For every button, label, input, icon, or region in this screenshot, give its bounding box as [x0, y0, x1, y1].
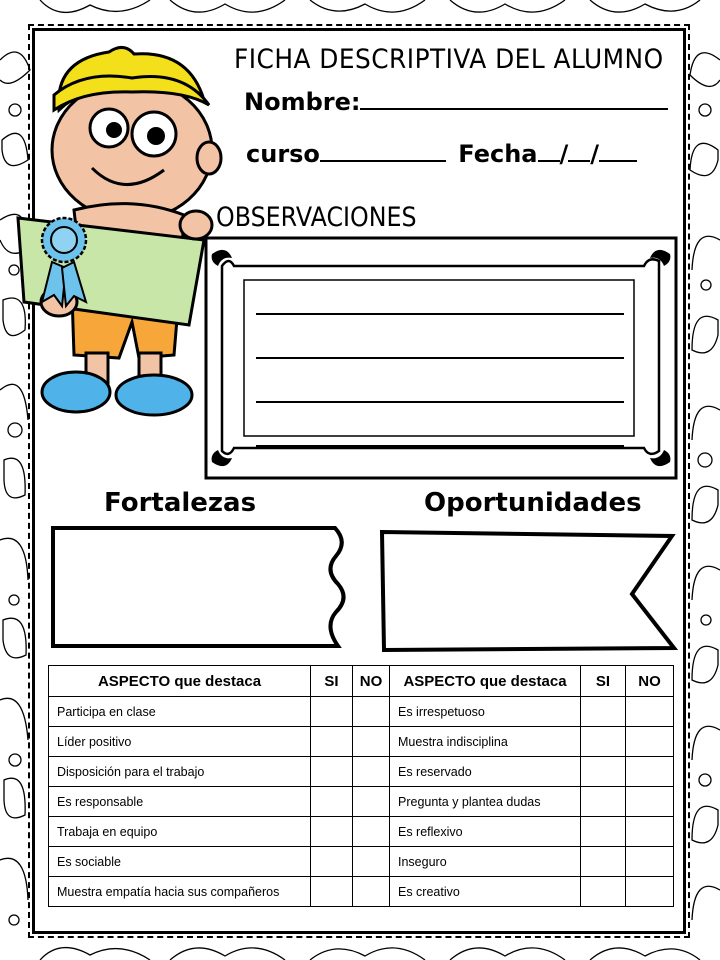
aspect-left: Participa en clase	[49, 697, 311, 727]
table-header-row	[49, 666, 674, 697]
table-row	[49, 757, 674, 787]
nombre-blank[interactable]	[360, 90, 668, 110]
aspect-right: Es creativo	[390, 877, 581, 907]
fortalezas-box[interactable]	[50, 524, 352, 650]
observaciones-title: OBSERVACIONES	[216, 202, 417, 233]
table-row	[49, 817, 674, 847]
no-checkbox[interactable]	[353, 787, 390, 817]
no-checkbox[interactable]	[626, 847, 674, 877]
aspect-left: Es responsable	[49, 787, 311, 817]
fecha-label: Fecha	[458, 140, 538, 168]
header-aspecto: ASPECTO que destaca	[49, 666, 311, 697]
no-checkbox[interactable]	[353, 877, 390, 907]
aspect-left: Disposición para el trabajo	[49, 757, 311, 787]
header-no: NO	[626, 666, 674, 697]
fecha-separator: /	[590, 140, 600, 168]
no-checkbox[interactable]	[626, 727, 674, 757]
nombre-field[interactable]	[244, 88, 668, 116]
curso-fecha-row	[246, 140, 637, 168]
curso-label: curso	[246, 140, 320, 168]
si-checkbox[interactable]	[311, 697, 353, 727]
si-checkbox[interactable]	[581, 817, 626, 847]
header-si: SI	[581, 666, 626, 697]
aspect-right: Muestra indisciplina	[390, 727, 581, 757]
no-checkbox[interactable]	[353, 727, 390, 757]
si-checkbox[interactable]	[581, 727, 626, 757]
aspect-left: Líder positivo	[49, 727, 311, 757]
fecha-separator: /	[559, 140, 569, 168]
si-checkbox[interactable]	[311, 847, 353, 877]
fecha-day-blank[interactable]	[538, 142, 560, 162]
aspect-right: Pregunta y plantea dudas	[390, 787, 581, 817]
nombre-label: Nombre:	[244, 88, 361, 116]
student-character-illustration	[14, 40, 224, 430]
table-row	[49, 877, 674, 907]
aspect-right: Inseguro	[390, 847, 581, 877]
fecha-month-blank[interactable]	[568, 142, 590, 162]
si-checkbox[interactable]	[581, 697, 626, 727]
curso-blank[interactable]	[320, 142, 446, 162]
aspect-left: Muestra empatía hacia sus compañeros	[49, 877, 311, 907]
si-checkbox[interactable]	[311, 787, 353, 817]
page-title: FICHA DESCRIPTIVA DEL ALUMNO	[234, 44, 664, 75]
no-checkbox[interactable]	[626, 877, 674, 907]
aspect-right: Es irrespetuoso	[390, 697, 581, 727]
no-checkbox[interactable]	[353, 847, 390, 877]
table-row	[49, 697, 674, 727]
si-checkbox[interactable]	[581, 847, 626, 877]
si-checkbox[interactable]	[311, 877, 353, 907]
header-aspecto: ASPECTO que destaca	[390, 666, 581, 697]
no-checkbox[interactable]	[626, 817, 674, 847]
fecha-year-blank[interactable]	[599, 142, 637, 162]
no-checkbox[interactable]	[353, 757, 390, 787]
table-row	[49, 727, 674, 757]
si-checkbox[interactable]	[311, 727, 353, 757]
header-no: NO	[353, 666, 390, 697]
si-checkbox[interactable]	[581, 757, 626, 787]
si-checkbox[interactable]	[581, 877, 626, 907]
header-si: SI	[311, 666, 353, 697]
table-row	[49, 847, 674, 877]
aspect-left: Es sociable	[49, 847, 311, 877]
fortalezas-title: Fortalezas	[104, 488, 257, 518]
no-checkbox[interactable]	[353, 817, 390, 847]
aspects-table	[48, 665, 674, 907]
observaciones-box[interactable]	[204, 236, 678, 480]
si-checkbox[interactable]	[311, 757, 353, 787]
aspect-right: Es reflexivo	[390, 817, 581, 847]
no-checkbox[interactable]	[626, 787, 674, 817]
table-row	[49, 787, 674, 817]
si-checkbox[interactable]	[311, 817, 353, 847]
si-checkbox[interactable]	[581, 787, 626, 817]
aspect-left: Trabaja en equipo	[49, 817, 311, 847]
no-checkbox[interactable]	[626, 697, 674, 727]
aspect-right: Es reservado	[390, 757, 581, 787]
no-checkbox[interactable]	[626, 757, 674, 787]
oportunidades-title: Oportunidades	[424, 488, 642, 518]
no-checkbox[interactable]	[353, 697, 390, 727]
oportunidades-box[interactable]	[378, 528, 678, 654]
